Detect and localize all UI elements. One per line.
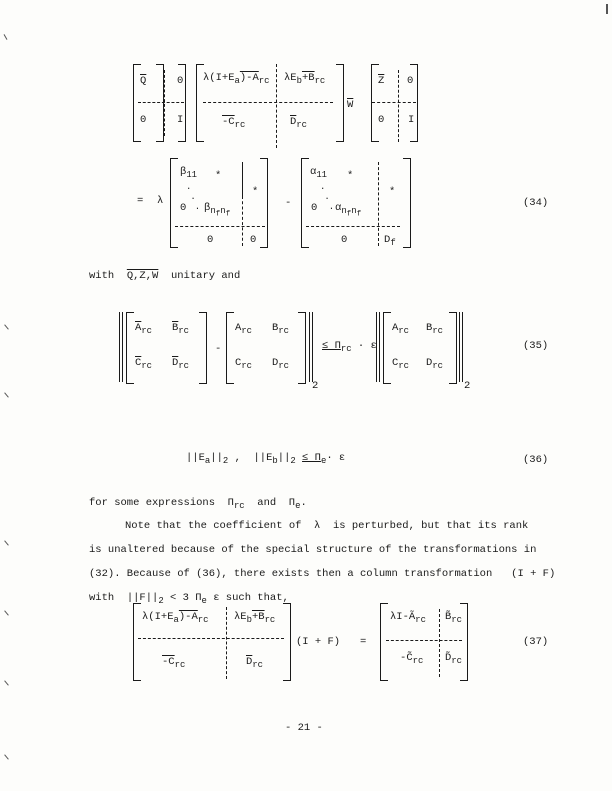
norm-subscript: 2 <box>464 380 471 392</box>
matrix-entry: 0 <box>140 114 147 126</box>
norm-bar <box>119 312 120 382</box>
text-line: Note that the coefficient of λ is perturbed, but that its rank <box>125 520 529 532</box>
bracket-right <box>410 64 418 142</box>
text-line: with $||F||_2 < 3$ $\Pi_e$ ε such that, <box>89 592 289 607</box>
partition-line <box>175 226 265 227</box>
matrix-entry: $D̃_{rc}$ <box>445 652 463 667</box>
norm-bar <box>122 312 123 382</box>
partition-line <box>306 226 400 227</box>
text-line: is unaltered because of the special structure of the transformations in <box>89 544 537 556</box>
matrix-entry: $D_{rc}$ <box>426 357 444 372</box>
bracket-right <box>199 312 207 384</box>
matrix-factor: (I + F) <box>296 636 341 648</box>
matrix-entry: $\overline{Q}$ <box>140 75 147 87</box>
bracket-right <box>449 312 457 384</box>
bracket-right <box>156 64 164 142</box>
page-number: - 21 - <box>285 722 323 734</box>
bracket-right <box>298 312 306 384</box>
matrix-entry: $C_{rc}$ <box>235 357 253 372</box>
bracket-left <box>301 158 309 248</box>
matrix-entry: $\overline{C}_{rc}$ <box>135 357 153 372</box>
text-line: with Q,Z,W unitary and <box>89 270 241 282</box>
matrix-entry: 0 <box>341 234 348 246</box>
matrix-entry: $D_{rc}$ <box>272 357 290 372</box>
partition-line <box>386 640 462 641</box>
matrix-entry: * <box>215 170 222 182</box>
matrix-entry: $\lambda I-Ã_{rc}$ <box>390 611 426 626</box>
bracket-right <box>178 64 186 142</box>
inequality: ≤ $\Pi_{rc} \cdot \varepsilon$ <box>322 340 377 355</box>
partition-line <box>164 70 165 136</box>
equals-sign: = <box>137 195 144 207</box>
bracket-right <box>283 603 291 681</box>
matrix-entry: $A_{rc}$ <box>392 322 410 337</box>
matrix-entry: 0 <box>177 75 184 87</box>
matrix-entry: $B̃_{rc}$ <box>445 611 463 626</box>
matrix-entry: $\lambda E_b+B_{rc}$ <box>284 72 326 87</box>
lambda-symbol: λ <box>157 195 164 207</box>
matrix-entry: $-C_{rc}$ <box>222 116 246 131</box>
bracket-left <box>126 312 134 384</box>
partition-line <box>398 70 399 142</box>
matrix-entry: $\alpha_{11}$ <box>310 166 328 181</box>
partition-line <box>378 162 379 246</box>
matrix-entry: $-C̃_{rc}$ <box>400 652 424 667</box>
scan-mark <box>4 324 9 329</box>
scan-mark <box>4 754 9 759</box>
matrix-entry: $\beta_{n_fn_f}$ <box>204 202 231 219</box>
matrix-entry: $\overline{D}_{rc}$ <box>246 656 264 671</box>
partition-line <box>226 607 227 679</box>
minus-sign: - <box>285 197 292 209</box>
partition-line <box>242 162 243 196</box>
matrix-entry: $\beta_{11}$ <box>180 166 198 181</box>
equation-36: $||E_a||_2$ , $||E_b||_2 \le \Pi_e\cdot \varepsilon$ <box>186 452 346 467</box>
matrix-entry: 0 <box>180 202 187 214</box>
text-line: for some expressions $\Pi_{rc}$ and $\Pi_e$. <box>89 497 307 512</box>
matrix-entry: 0 <box>378 114 385 126</box>
bracket-right <box>460 603 468 681</box>
partition-line <box>203 102 333 103</box>
partition-line <box>439 609 440 677</box>
bracket-left <box>380 603 388 681</box>
matrix-entry: $\lambda E_b+B_{rc}$ <box>234 611 276 626</box>
bracket-left <box>170 158 178 248</box>
matrix-entry: $B_{rc}$ <box>272 322 290 337</box>
matrix-entry: $\overline{A}_{rc}$ <box>135 322 153 337</box>
scan-mark <box>4 540 9 545</box>
equals-sign: = <box>360 636 367 648</box>
diag-dots: · · · <box>186 184 200 214</box>
matrix-entry: $B_{rc}$ <box>426 322 444 337</box>
bracket-right <box>336 64 344 142</box>
bracket-left <box>226 312 234 384</box>
matrix-entry: $\lambda(I+E_a)-A_{rc}$ <box>142 611 209 626</box>
norm-bar <box>376 312 377 382</box>
matrix-entry: $\alpha_{n_fn_f}$ <box>335 202 362 219</box>
matrix-entry: $-C_{rc}$ <box>162 656 186 671</box>
bracket-right <box>403 158 411 248</box>
matrix-entry: $\lambda(I+E_a)-A_{rc}$ <box>203 72 270 87</box>
norm-bar <box>462 312 463 382</box>
matrix-entry: $\overline{D}_{rc}$ <box>290 116 308 131</box>
norm-bar <box>379 312 380 382</box>
scan-mark <box>4 34 8 40</box>
matrix-entry: 0 <box>311 202 318 214</box>
matrix-entry: 0 <box>250 234 257 246</box>
matrix-entry: $\overline{D}_{rc}$ <box>172 357 190 372</box>
partition-line <box>242 196 243 246</box>
scan-mark <box>4 392 9 397</box>
norm-bar <box>312 312 313 382</box>
scan-mark <box>606 4 608 14</box>
diag-dots: · · · <box>320 184 334 214</box>
bracket-left <box>133 603 141 681</box>
equation-number: (37) <box>523 636 549 648</box>
matrix-entry: 0 <box>207 234 214 246</box>
scan-mark <box>4 680 9 685</box>
matrix-entry: 0 <box>407 75 414 87</box>
bracket-left <box>383 312 391 384</box>
matrix-entry: I <box>177 114 184 126</box>
text-line: (32). Because of (36), there exists then a column transformation (I + F) <box>89 568 556 580</box>
equation-number: (36) <box>523 454 549 466</box>
matrix-entry: $\overline{Z}$ <box>378 75 385 87</box>
matrix-entry: $D_f$ <box>384 234 396 249</box>
bracket-right <box>260 158 268 248</box>
matrix-entry: * <box>389 186 396 198</box>
partition-line <box>138 638 284 639</box>
scan-mark <box>4 610 9 615</box>
partition-line <box>276 64 277 148</box>
norm-subscript: 2 <box>312 380 319 392</box>
matrix-entry: * <box>347 170 354 182</box>
matrix-entry: $A_{rc}$ <box>235 322 253 337</box>
matrix-entry: * <box>252 186 259 198</box>
matrix-entry: I <box>408 114 415 126</box>
matrix-entry: $C_{rc}$ <box>392 357 410 372</box>
norm-bar <box>459 312 460 382</box>
equation-number: (34) <box>523 197 549 209</box>
matrix-W: $\overline{W}$ <box>347 99 354 111</box>
equation-number: (35) <box>523 340 549 352</box>
minus-sign: - <box>215 343 222 355</box>
norm-bar <box>309 312 310 382</box>
matrix-entry: $\overline{B}_{rc}$ <box>172 322 190 337</box>
